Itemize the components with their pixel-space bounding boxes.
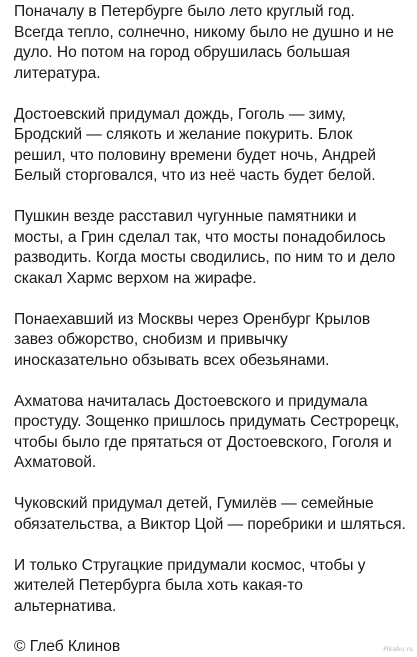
text-line: иносказательно обзывать всех обезьянами. (14, 351, 330, 369)
paragraph-4 (14, 310, 410, 372)
paragraph-2 (14, 105, 410, 187)
paragraph-3 (14, 207, 410, 289)
paragraph-gap (14, 535, 410, 556)
watermark: Pikabu.ru (383, 646, 413, 653)
text-line: разводить. Когда мосты сводились, по ним то и дело (14, 249, 396, 266)
text-line: Ахматовой. (14, 454, 97, 471)
text-line: мосты, а Грин сделал так, что мосты понадобилось (14, 228, 386, 246)
text-line: Бродский — слякоть и желание покурить. Блок (14, 126, 353, 143)
text-line: Достоевский придумал дождь, Гоголь — зиму, (14, 105, 346, 123)
author-signature: © Глеб Клинов (14, 638, 121, 655)
paragraph-gap (14, 187, 410, 208)
text-line: решил, что половину времени будет ночь, Андрей (14, 146, 376, 164)
text-line: Понаехавший из Москвы через Оренбург Крылов (14, 310, 371, 328)
text-line: завез обжорство, снобизм и привычку (14, 331, 288, 348)
text-line: Чуковский придумал детей, Гумилёв — семейные (14, 495, 374, 512)
paragraph-gap (14, 474, 410, 495)
text-line: жителей Петербурга была хоть какая-то (14, 577, 303, 594)
text-line: альтернатива. (14, 597, 117, 615)
text-line: простуду. Зощенко пришлось придумать Сестрорецк, (14, 413, 400, 430)
paragraph-1 (14, 2, 410, 84)
text-line: Поначалу в Петербурге было лето круглый год. (14, 3, 355, 20)
text-line: Пушкин везде расставил чугунные памятники и (14, 208, 357, 225)
text-line: чтобы было где прятаться от Достоевского, Гоголя и (14, 433, 392, 451)
text-line: Всегда тепло, солнечно, никому было не душно и не (14, 23, 394, 41)
text-line: Белый сторговался, что из неё часть будет белой. (14, 167, 376, 184)
text-line: обязательства, а Виктор Цой — поребрики и шляться. (14, 515, 406, 533)
paragraph-gap (14, 371, 410, 392)
paragraph-gap (14, 84, 410, 105)
article (14, 0, 410, 657)
paragraph-6 (14, 494, 410, 535)
text-line: скакал Хармс верхом на жирафе. (14, 269, 257, 287)
paragraph-7 (14, 556, 410, 618)
text-line: И только Стругацкие придумали космос, чтобы у (14, 556, 366, 574)
text-line: дуло. Но потом на город обрушилась большая (14, 44, 351, 61)
text-line: Ахматова начиталась Достоевского и придумала (14, 392, 368, 410)
paragraph-gap (14, 289, 410, 310)
text-line: литература. (14, 64, 101, 82)
paragraph-5 (14, 392, 410, 474)
